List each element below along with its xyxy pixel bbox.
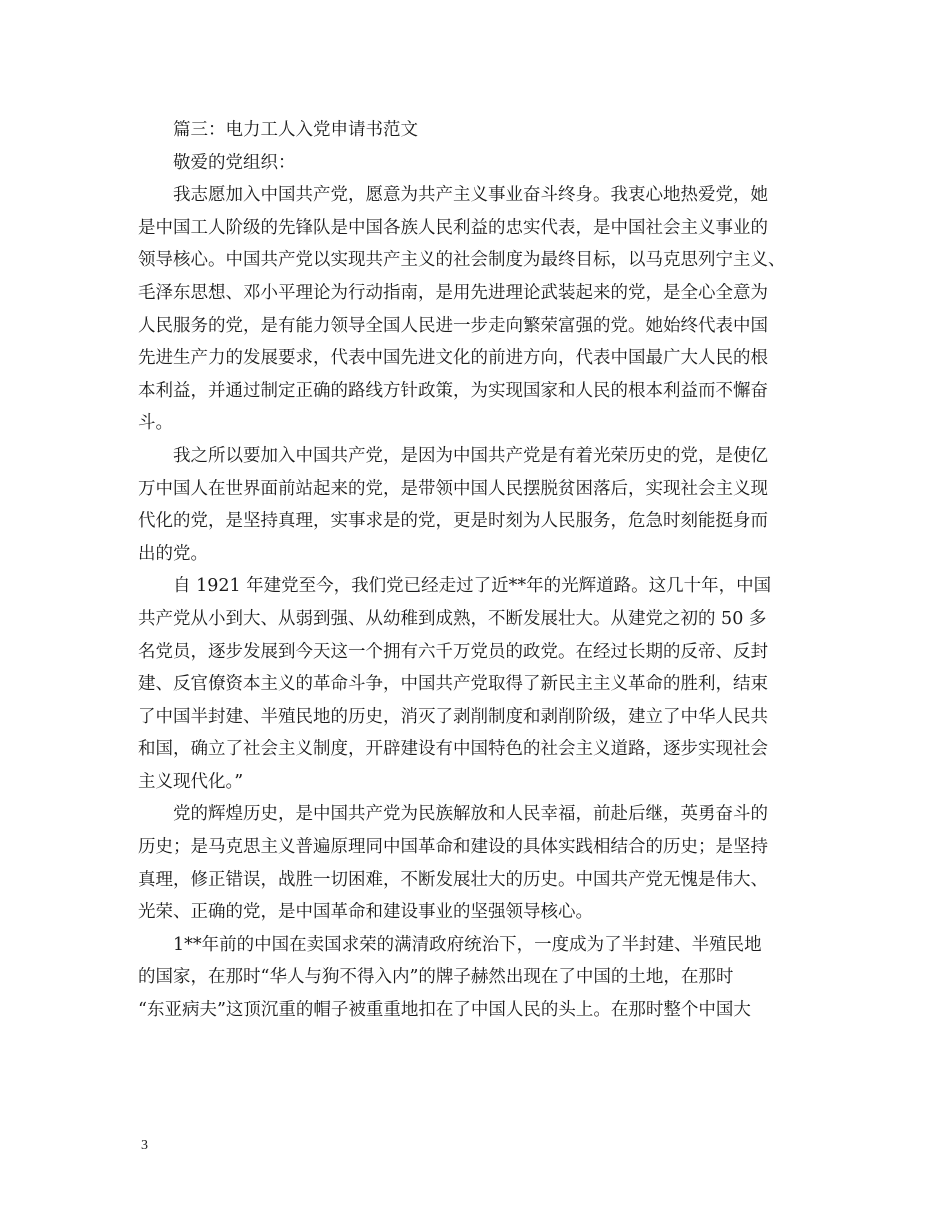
salutation: 敬爱的党组织： <box>173 152 296 173</box>
paragraph-line: 名党员，逐步发展到今天这一个拥有六千万党员的政党。在经过长期的反帝、反封 <box>138 641 768 662</box>
paragraph-line: 人民服务的党，是有能力领导全国人民进一步走向繁荣富强的党。她始终代表中国 <box>138 315 768 336</box>
paragraph-line: 是中国工人阶级的先锋队是中国各族人民利益的忠实代表，是中国社会主义事业的 <box>138 217 768 238</box>
paragraph-line: 和国，确立了社会主义制度，开辟建设有中国特色的社会主义道路，逐步实现社会 <box>138 739 768 760</box>
paragraph-line: 我之所以要加入中国共产党，是因为中国共产党是有着光荣历史的党，是使亿 <box>173 445 768 466</box>
paragraph-line: 历史；是马克思主义普遍原理同中国革命和建设的具体实践相结合的历史；是坚持 <box>138 837 768 858</box>
paragraph-line: 斗。 <box>138 413 173 434</box>
paragraph-line: 的国家，在那时“华人与狗不得入内”的牌子赫然出现在了中国的土地，在那时 <box>138 967 734 988</box>
paragraph-line: 毛泽东思想、邓小平理论为行动指南，是用先进理论武装起来的党，是全心全意为 <box>138 282 768 303</box>
paragraph-4 <box>138 798 810 928</box>
paragraph-line: 先进生产力的发展要求，代表中国先进文化的前进方向，代表中国最广大人民的根 <box>138 348 768 369</box>
paragraph-line: 光荣、正确的党，是中国革命和建设事业的坚强领导核心。 <box>138 902 593 923</box>
paragraph-line: 党的辉煌历史，是中国共产党为民族解放和人民幸福，前赴后继，英勇奋斗的 <box>173 804 768 825</box>
paragraph-line: 代化的党，是坚持真理，实事求是的党，更是时刻为人民服务，危急时刻能挺身而 <box>138 511 768 532</box>
paragraph-line: 万中国人在世界面前站起来的党，是带领中国人民摆脱贫困落后，实现社会主义现 <box>138 478 768 499</box>
paragraph-line: 了中国半封建、半殖民地的历史，消灭了剥削制度和剥削阶级，建立了中华人民共 <box>138 706 768 727</box>
document-page <box>138 114 810 1027</box>
paragraph-line: 我志愿加入中国共产党，愿意为共产主义事业奋斗终身。我衷心地热爱党，她 <box>173 185 768 206</box>
paragraph-5 <box>138 929 810 1027</box>
paragraph-2 <box>138 440 810 570</box>
paragraph-line: 1**年前的中国在卖国求荣的满清政府统治下，一度成为了半封建、半殖民地 <box>173 934 762 955</box>
paragraph-line: 建、反官僚资本主义的革命斗争，中国共产党取得了新民主主义革命的胜利，结束 <box>138 674 768 695</box>
page-number: 3 <box>141 1138 148 1153</box>
paragraph-1 <box>138 179 810 440</box>
paragraph-line: 自 1921 年建党至今，我们党已经走过了近**年的光辉道路。这几十年，中国 <box>173 576 772 597</box>
paragraph-line: 共产党从小到大、从弱到强、从幼稚到成熟，不断发展壮大。从建党之初的 50 多 <box>138 608 767 629</box>
paragraph-line: 领导核心。中国共产党以实现共产主义的社会制度为最终目标，以马克思列宁主义、 <box>138 250 786 271</box>
paragraph-line: 主义现代化。” <box>138 771 244 792</box>
paragraph-line: “东亚病夫”这顶沉重的帽子被重重地扣在了中国人民的头上。在那时整个中国大 <box>138 1000 751 1021</box>
document-title: 篇三：电力工人入党申请书范文 <box>173 120 418 140</box>
paragraph-3 <box>138 570 810 798</box>
paragraph-line: 真理，修正错误，战胜一切困难，不断发展壮大的历史。中国共产党无愧是伟大、 <box>138 869 768 890</box>
paragraph-line: 出的党。 <box>138 543 208 564</box>
paragraph-line: 本利益，并通过制定正确的路线方针政策，为实现国家和人民的根本利益而不懈奋 <box>138 380 768 401</box>
